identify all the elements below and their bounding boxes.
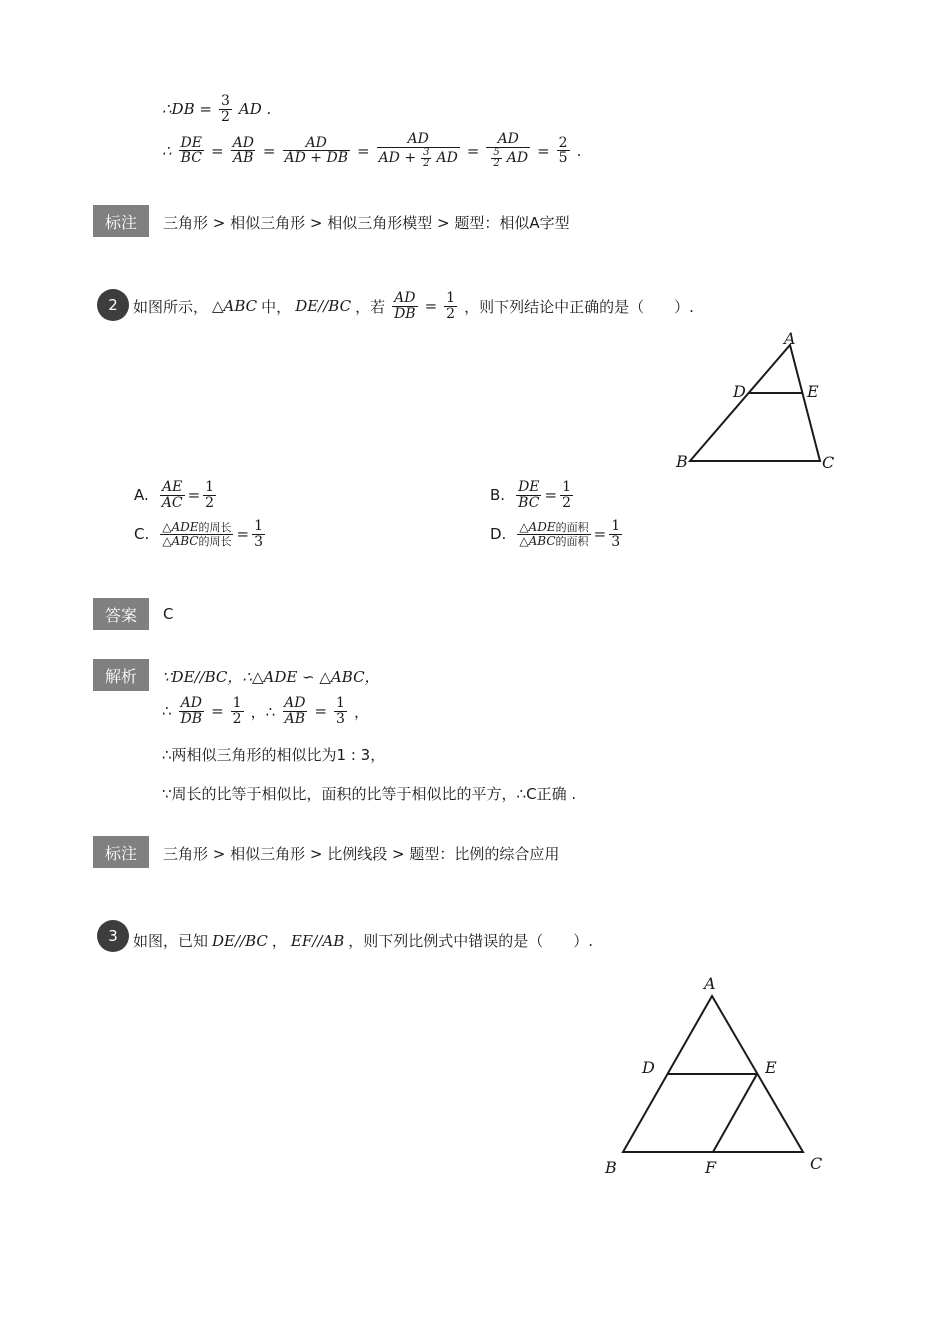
- question-number-badge: 3: [97, 920, 129, 952]
- label-a: A: [784, 329, 796, 348]
- analysis-line-2: ∴ $\frac{AD}{DB}$ = $\frac{1}{2}$ ，∴ $\frac{AD}{AB}$ = $\frac{1}{3}$ ，: [162, 695, 369, 727]
- fraction: AD AD + $\frac{3}{2}$ AD: [378, 131, 458, 170]
- triangle-figure-q2: [670, 325, 850, 475]
- tag-label-analysis: 解析: [93, 659, 149, 691]
- solution-line-ratio: ∴ $\frac{DE}{BC}$ = $\frac{AD}{AB}$ = $\frac{AD}{AD + DB}$ = AD AD + $\frac{3}{2}$ AD = AD $\frac{5}{2}$ AD = $\frac{2}{5}$ .: [162, 131, 582, 170]
- label-b: B: [676, 452, 688, 471]
- analysis-line-4: ∵周长的比等于相似比，面积的比等于相似比的平方，∴C正确 .: [162, 785, 577, 803]
- fraction: $\frac{AD}{AB}$: [232, 134, 254, 167]
- question-3-stem: 如图，已知 DE//BC ， EF//AB ，则下列比例式中错误的是（ ）.: [133, 931, 594, 950]
- label-a: A: [704, 974, 716, 993]
- fraction: $\frac{2}{5}$: [558, 134, 568, 167]
- option-d[interactable]: D. $\frac{\text{△ADE的面积}}{\text{△ABC的面积}}$ = $\frac{1}{3}$: [490, 518, 621, 550]
- segment-ef: [713, 1074, 757, 1152]
- label-c: C: [822, 453, 835, 472]
- tag-text: 三角形 > 相似三角形 > 比例线段 > 题型：比例的综合应用: [163, 845, 560, 863]
- label-f: F: [705, 1158, 717, 1177]
- fraction: $\frac{3}{2}$: [220, 93, 230, 125]
- solution-line-db: ∴DB = $\frac{3}{2}$ AD .: [162, 93, 272, 125]
- analysis-line-3: ∴两相似三角形的相似比为1 : 3，: [162, 746, 386, 764]
- label-c: C: [810, 1154, 823, 1173]
- tag-label-annotation: 标注: [93, 836, 149, 868]
- label-e: E: [765, 1058, 777, 1077]
- answer-value: C: [163, 605, 174, 623]
- analysis-line-1: ∵DE//BC，∴△ADE ∽ △ABC，: [162, 668, 380, 686]
- question-number-badge: 2: [97, 289, 129, 321]
- label-d: D: [642, 1058, 655, 1077]
- option-a[interactable]: A. $\frac{AE}{AC}$ = $\frac{1}{2}$: [134, 479, 215, 511]
- tag-label-answer: 答案: [93, 598, 149, 630]
- option-c[interactable]: C. $\frac{\text{△ADE的周长}}{\text{△ABC的周长}}$ = $\frac{1}{3}$: [134, 518, 264, 550]
- label-d: D: [733, 382, 746, 401]
- tag-text: 三角形 > 相似三角形 > 相似三角形模型 > 题型：相似A字型: [163, 214, 570, 232]
- triangle-abc: [690, 345, 820, 461]
- question-2-stem: 如图所示， △ABC 中， DE//BC ，若 $\frac{AD}{DB}$ = $\frac{1}{2}$ ，则下列结论中正确的是（ ）.: [133, 290, 694, 322]
- label-e: E: [807, 382, 819, 401]
- fraction: $\frac{AD}{AD + DB}$: [284, 134, 348, 167]
- fraction: AD $\frac{5}{2}$ AD: [486, 132, 530, 170]
- triangle-figure-q3: [595, 970, 835, 1180]
- label-b: B: [605, 1158, 617, 1177]
- fraction: $\frac{DE}{BC}$: [180, 134, 202, 167]
- option-b[interactable]: B. $\frac{DE}{BC}$ = $\frac{1}{2}$: [490, 479, 572, 511]
- tag-label-annotation: 标注: [93, 205, 149, 237]
